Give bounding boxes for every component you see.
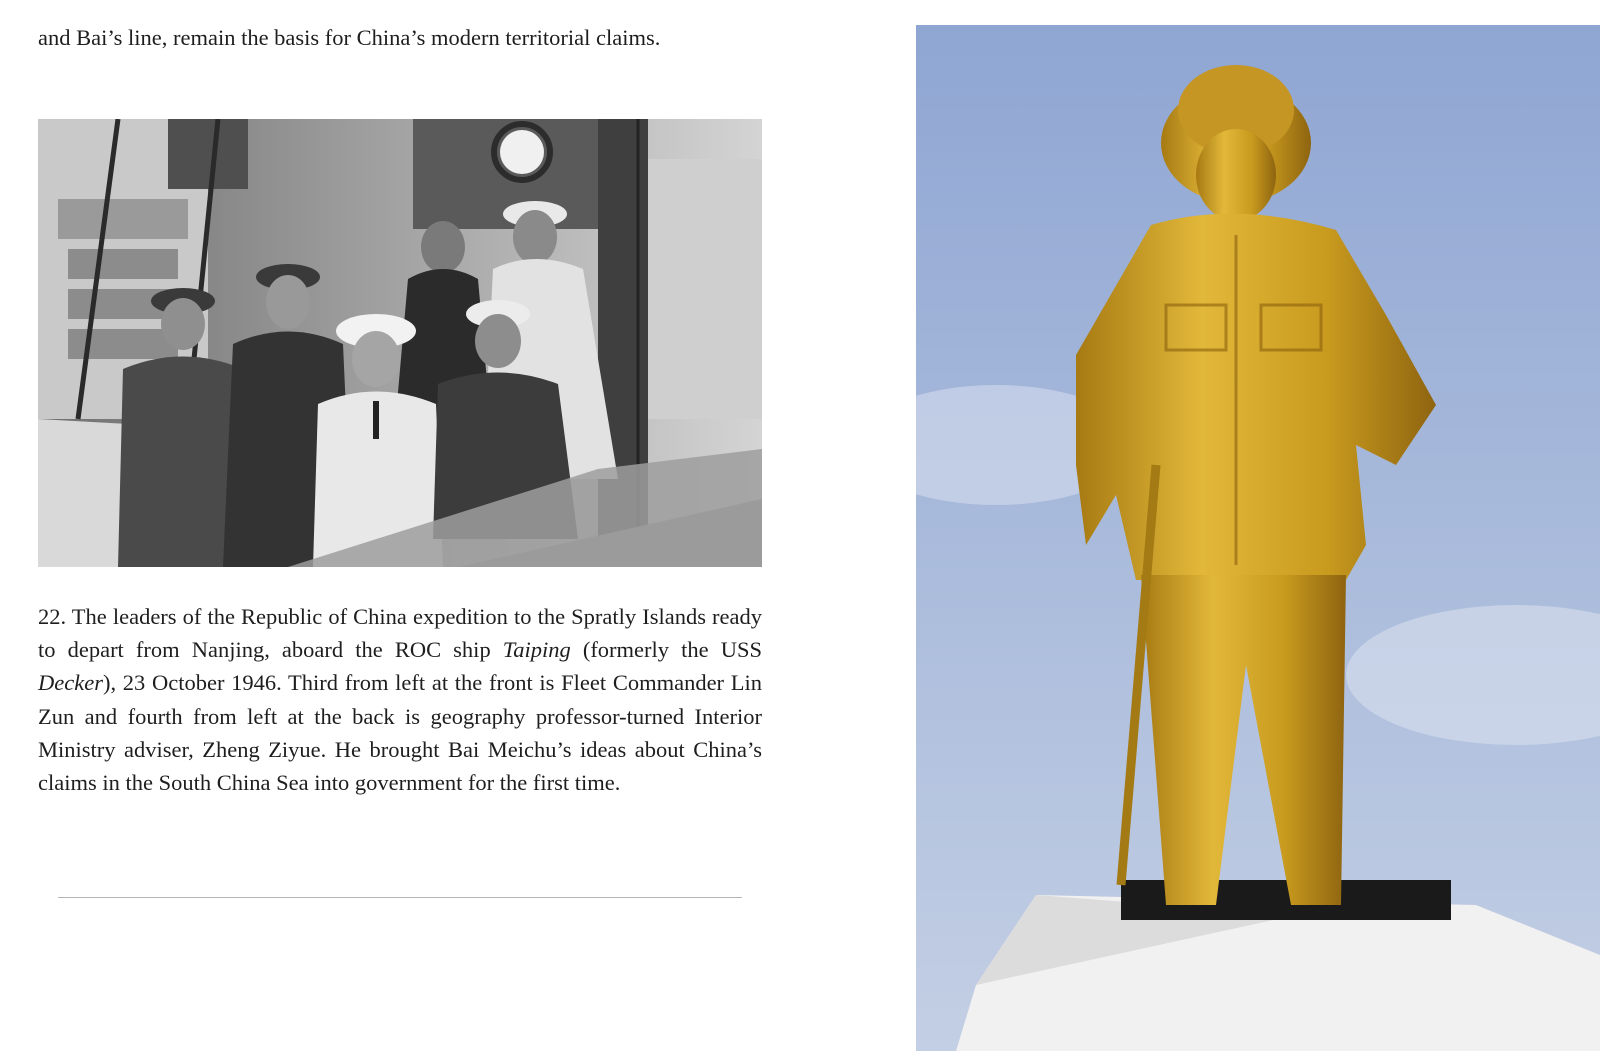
naval-officers-photo-icon — [38, 119, 762, 567]
golden-statue-photo-icon — [916, 25, 1600, 1051]
caption-text-part: 22. The leaders of the Republic of China expedition to the Spratly Islands ready to depart from Nanjing, aboard the ROC ship — [38, 604, 762, 663]
caption-text-part: (formerly the USS — [570, 637, 762, 663]
statue-photo — [916, 25, 1600, 1051]
figure-caption — [38, 600, 762, 799]
body-text-line: and Bai’s line, remain the basis for China’s modern territorial claims. — [38, 25, 661, 50]
historical-photo — [38, 119, 762, 567]
section-divider — [58, 897, 742, 898]
former-ship-name: Decker — [38, 670, 103, 696]
caption-text-part: ), 23 October 1946. Third from left at the front is Fleet Commander Lin Zun and fourth from left at the back is geography professor-turned Interior Ministry adviser, Zheng Ziyue. He brought Bai Meichu’s ideas about China’s claims in the South China Sea into government for the first time. — [38, 670, 762, 796]
ship-name: Taiping — [502, 637, 571, 663]
